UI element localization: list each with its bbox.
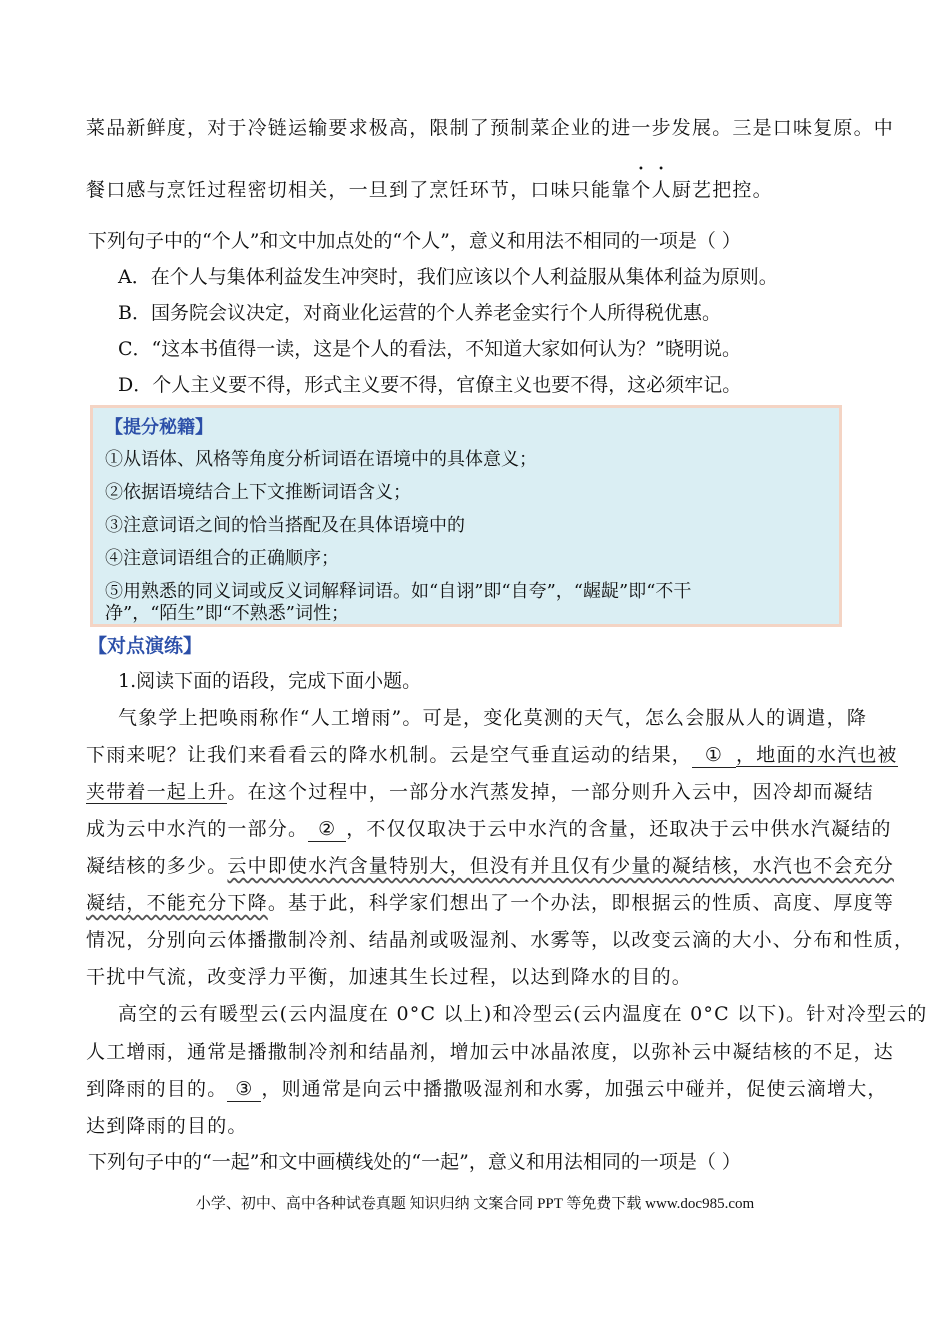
practice-instruction: 1.阅读下面的语段，完成下面小题。 — [118, 670, 422, 692]
underlined-phrase: 夹带着一起上升 — [86, 781, 228, 803]
passage-line: 人工增雨，通常是播撒制冷剂和结晶剂，增加云中冰晶浓度，以弥补云中凝结核的不足，达 — [86, 1041, 895, 1063]
tip-item: ①从语体、风格等角度分析词语在语境中的具体意义； — [105, 449, 537, 470]
option-c: C．“这本书值得一读，这是个人的看法，不知道大家如何认为？”晓明说。 — [118, 338, 741, 360]
practice-title: 【对点演练】 — [88, 635, 203, 657]
passage-line: 情况，分别向云体播撒制冷剂、结晶剂或吸湿剂、水雾等，以改变云滴的大小、分布和性质， — [86, 929, 915, 951]
tip-item: ③注意词语之间的恰当搭配及在具体语境中的 — [105, 515, 465, 536]
blank-1: ① — [692, 743, 736, 768]
tip-item: ⑤用熟悉的同义词或反义词解释词语。如“自诩”即“自夸”，“龌龊”即“不干 — [105, 581, 692, 602]
passage-line: 到降雨的目的。 ③ ，则通常是向云中播撒吸湿剂和水雾，加强云中碰并，促使云滴增大， — [86, 1078, 888, 1100]
blank-3: ③ — [227, 1077, 261, 1102]
tip-item: ②依据语境结合上下文推断词语含义； — [105, 482, 411, 503]
intro-line-2: 餐口感与烹饪过程密切相关，一旦到了烹饪环节，口味只能靠个人厨艺把控。 — [86, 179, 773, 201]
page-footer: 小学、初中、高中各种试卷真题 知识归纳 文案合同 PPT 等免费下载 www.doc985.com — [195, 1196, 755, 1212]
passage-line: 干扰中气流，改变浮力平衡，加速其生长过程，以达到降水的目的。 — [86, 966, 693, 988]
wavy-underlined-text: 云中即使水汽含量特别大，但没有并且仅有少量的凝结核，水汽也不会充分 — [227, 855, 895, 877]
passage-line: 达到降雨的目的。 — [86, 1115, 248, 1137]
intro-line-1: 菜品新鲜度，对于冷链运输要求极高，限制了预制菜企业的进一步发展。三是口味复原。中 — [86, 117, 895, 139]
option-a: A．在个人与集体利益发生冲突时，我们应该以个人利益服从集体利益为原则。 — [118, 266, 778, 288]
wavy-underlined-text: 凝结，不能充分下降 — [86, 892, 268, 914]
question-2-stem: 下列句子中的“一起”和文中画横线处的“一起”，意义和用法相同的一项是（ ） — [88, 1151, 741, 1173]
dotted-char: 人 — [651, 179, 672, 201]
passage-line: 气象学上把唤雨称作“人工增雨”。可是，变化莫测的天气，怎么会服从人的调遣，降 — [118, 707, 868, 729]
passage-line: 高空的云有暖型云(云内温度在 0°C 以上)和冷型云(云内温度在 0°C 以下)。针对冷型云的 — [118, 1003, 928, 1025]
blank-2: ② — [308, 817, 346, 842]
dotted-char: 个 — [631, 179, 652, 201]
question-1-stem: 下列句子中的“个人”和文中加点处的“个人”，意义和用法不相同的一项是（ ） — [88, 230, 741, 252]
passage-line: 成为云中水汽的一部分。 ② ，不仅仅取决于云中水汽的含量，还取决于云中供水汽凝结的 — [86, 818, 892, 840]
tips-title: 【提分秘籍】 — [105, 417, 213, 438]
passage-line: 夹带着一起上升。在这个过程中，一部分水汽蒸发掉，一部分则升入云中，因冷却而凝结 — [86, 781, 874, 803]
tip-item: ④注意词语组合的正确顺序； — [105, 548, 339, 569]
option-b: B．国务院会议决定，对商业化运营的个人养老金实行个人所得税优惠。 — [118, 302, 721, 324]
passage-line: 凝结核的多少。云中即使水汽含量特别大，但没有并且仅有少量的凝结核，水汽也不会充分 — [86, 855, 895, 877]
tips-box — [90, 405, 842, 627]
passage-line: 下雨来呢？让我们来看看云的降水机制。云是空气垂直运动的结果， ① ，地面的水汽也被 — [86, 744, 898, 766]
option-d: D．个人主义要不得，形式主义要不得，官僚主义也要不得，这必须牢记。 — [118, 374, 742, 396]
passage-line: 凝结，不能充分下降。基于此，科学家们想出了一个办法，即根据云的性质、高度、厚度等 — [86, 892, 895, 914]
tip-item: 净”，“陌生”即“不熟悉”词性； — [105, 603, 350, 624]
